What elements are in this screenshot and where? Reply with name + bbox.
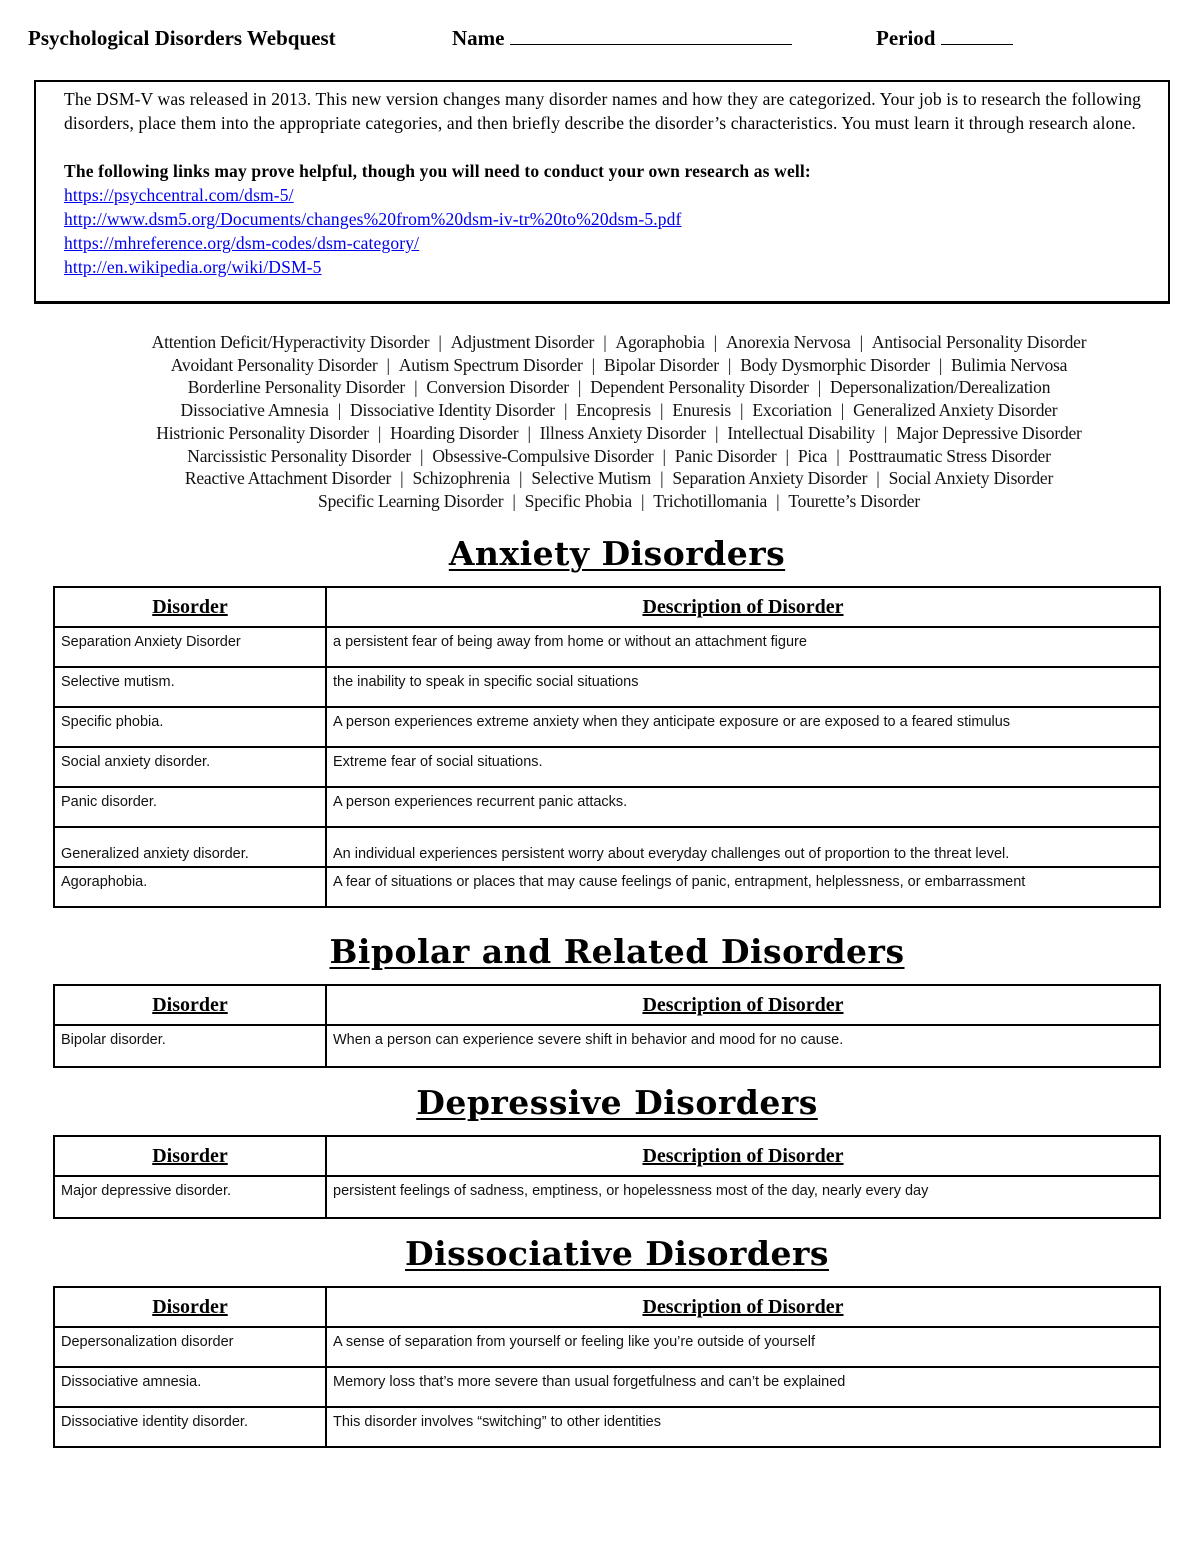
word-bank-term: Borderline Personality Disorder — [187, 377, 406, 398]
disorder-word-bank — [54, 331, 1184, 513]
disorder-description-cell[interactable]: Extreme fear of social situations. — [326, 747, 1160, 787]
disorder-name-cell[interactable]: Bipolar disorder. — [54, 1025, 326, 1067]
word-bank-term: Dissociative Amnesia — [180, 400, 329, 421]
word-bank-term: Generalized Anxiety Disorder — [853, 400, 1058, 421]
table-row — [54, 1025, 1160, 1067]
word-bank-line — [54, 399, 1184, 422]
separator: | — [438, 332, 442, 352]
resource-link[interactable]: https://psychcentral.com/dsm-5/ — [64, 185, 294, 205]
separator: | — [740, 400, 744, 421]
separator: | — [420, 445, 424, 466]
disorder-name-cell[interactable]: Selective mutism. — [54, 667, 326, 707]
name-label: Name — [452, 26, 505, 50]
word-bank-term: Body Dysmorphic Disorder — [740, 354, 930, 375]
table-row — [54, 827, 1160, 867]
word-bank-term: Adjustment Disorder — [450, 332, 595, 352]
disorder-name-cell[interactable]: Generalized anxiety disorder. — [54, 827, 326, 867]
disorder-name-cell[interactable]: Dissociative identity disorder. — [54, 1407, 326, 1447]
word-bank-term: Excoriation — [752, 400, 832, 421]
disorder-description-cell[interactable]: A fear of situations or places that may cause feelings of panic, entrapment, helplessness, or embarrassment — [326, 867, 1160, 907]
word-bank-term: Obsessive-Compulsive Disorder — [432, 445, 654, 466]
table-header-row — [54, 587, 1160, 627]
word-bank-term: Narcissistic Personality Disorder — [187, 445, 412, 466]
section-title: Bipolar and Related Disorders — [329, 932, 905, 971]
separator: | — [876, 468, 880, 489]
disorder-table — [53, 1286, 1161, 1448]
column-header-disorder: Disorder — [54, 1287, 326, 1327]
worksheet-title: Psychological Disorders Webquest — [28, 26, 336, 50]
column-header-description: Description of Disorder — [326, 1287, 1160, 1327]
word-bank-term: Avoidant Personality Disorder — [170, 354, 378, 375]
separator: | — [840, 400, 845, 421]
resource-link[interactable]: http://en.wikipedia.org/wiki/DSM-5 — [64, 257, 322, 277]
table-header-row — [54, 985, 1160, 1025]
word-bank-term: Selective Mutism — [531, 468, 652, 489]
resource-link[interactable]: https://mhreference.org/dsm-codes/dsm-category/ — [64, 233, 420, 253]
word-bank-line — [54, 331, 1184, 354]
word-bank-term: Separation Anxiety Disorder — [672, 468, 868, 489]
separator: | — [727, 354, 732, 375]
table-row — [54, 1176, 1160, 1218]
word-bank-term: Tourette’s Disorder — [788, 490, 920, 511]
disorder-description-cell[interactable]: persistent feelings of sadness, emptiness, or hopelessness most of the day, nearly every day — [326, 1176, 1160, 1218]
word-bank-term: Panic Disorder — [674, 445, 777, 466]
disorder-description-cell[interactable]: a persistent fear of being away from home or without an attachment figure — [326, 627, 1160, 667]
disorder-description-cell[interactable]: Memory loss that’s more severe than usual forgetfulness and can’t be explained — [326, 1367, 1160, 1407]
separator: | — [883, 422, 888, 443]
separator: | — [662, 445, 666, 466]
name-blank-line[interactable] — [510, 26, 792, 45]
period-field — [876, 26, 1013, 51]
disorder-name-cell[interactable]: Panic disorder. — [54, 787, 326, 827]
separator: | — [337, 400, 341, 421]
separator: | — [817, 377, 822, 398]
word-bank-term: Antisocial Personality Disorder — [871, 332, 1087, 352]
separator: | — [591, 354, 595, 375]
separator: | — [660, 468, 664, 489]
separator: | — [386, 354, 390, 375]
column-header-disorder: Disorder — [54, 985, 326, 1025]
section-title: Anxiety Disorders — [448, 534, 786, 573]
table-row — [54, 627, 1160, 667]
table-row — [54, 787, 1160, 827]
disorder-table — [53, 984, 1161, 1068]
word-bank-term: Social Anxiety Disorder — [888, 468, 1054, 489]
word-bank-term: Specific Phobia — [524, 490, 632, 511]
word-bank-line — [54, 354, 1184, 377]
disorder-description-cell[interactable]: An individual experiences persistent worry about everyday challenges out of proportion to the threat level. — [326, 827, 1160, 867]
column-header-description: Description of Disorder — [326, 985, 1160, 1025]
separator: | — [414, 377, 418, 398]
word-bank-term: Posttraumatic Stress Disorder — [848, 445, 1051, 466]
separator: | — [377, 422, 382, 443]
disorder-name-cell[interactable]: Social anxiety disorder. — [54, 747, 326, 787]
word-bank-line — [54, 422, 1184, 445]
disorder-name-cell[interactable]: Separation Anxiety Disorder — [54, 627, 326, 667]
word-bank-term: Encopresis — [576, 400, 652, 421]
disorder-table — [53, 586, 1161, 908]
disorder-description-cell[interactable]: the inability to speak in specific social situations — [326, 667, 1160, 707]
section-title: Depressive Disorders — [416, 1083, 818, 1122]
separator: | — [577, 377, 582, 398]
table-row — [54, 707, 1160, 747]
separator: | — [776, 490, 780, 511]
table-row — [54, 667, 1160, 707]
disorder-name-cell[interactable]: Agoraphobia. — [54, 867, 326, 907]
separator: | — [563, 400, 568, 421]
separator: | — [640, 490, 645, 511]
separator: | — [836, 445, 840, 466]
word-bank-term: Hoarding Disorder — [390, 422, 519, 443]
separator: | — [785, 445, 789, 466]
word-bank-term: Schizophrenia — [412, 468, 510, 489]
disorder-name-cell[interactable]: Depersonalization disorder — [54, 1327, 326, 1367]
section-title: Dissociative Disorders — [405, 1234, 829, 1273]
word-bank-term: Depersonalization/Derealization — [830, 377, 1051, 398]
word-bank-term: Specific Learning Disorder — [318, 490, 504, 511]
disorder-description-cell[interactable]: A sense of separation from yourself or feeling like you’re outside of yourself — [326, 1327, 1160, 1367]
word-bank-term: Trichotillomania — [653, 490, 768, 511]
word-bank-term: Conversion Disorder — [426, 377, 569, 398]
period-label: Period — [876, 26, 936, 50]
word-bank-term: Intellectual Disability — [727, 422, 875, 443]
column-header-description: Description of Disorder — [326, 587, 1160, 627]
column-header-disorder: Disorder — [54, 1136, 326, 1176]
separator: | — [400, 468, 404, 489]
table-header-row — [54, 1287, 1160, 1327]
period-blank-line[interactable] — [941, 26, 1013, 45]
word-bank-line — [54, 467, 1184, 490]
word-bank-line — [54, 445, 1184, 468]
word-bank-term: Dependent Personality Disorder — [590, 377, 809, 398]
word-bank-term: Pica — [797, 445, 828, 466]
column-header-disorder: Disorder — [54, 587, 326, 627]
separator: | — [660, 400, 664, 421]
separator: | — [519, 468, 523, 489]
separator: | — [603, 332, 607, 352]
helpful-links-heading: The following links may prove helpful, though you will need to conduct your own research as well: — [64, 161, 811, 181]
table-row — [54, 1327, 1160, 1367]
disorder-name-cell[interactable]: Dissociative amnesia. — [54, 1367, 326, 1407]
disorder-description-cell[interactable]: A person experiences extreme anxiety when they anticipate exposure or are exposed to a feared stimulus — [326, 707, 1160, 747]
word-bank-term: Reactive Attachment Disorder — [184, 468, 392, 489]
column-header-description: Description of Disorder — [326, 1136, 1160, 1176]
word-bank-term: Illness Anxiety Disorder — [539, 422, 707, 443]
word-bank-term: Agoraphobia — [615, 332, 705, 352]
table-row — [54, 747, 1160, 787]
word-bank-line — [54, 490, 1184, 513]
table-header-row — [54, 1136, 1160, 1176]
word-bank-term: Anorexia Nervosa — [725, 332, 851, 352]
word-bank-line — [54, 376, 1184, 399]
disorder-description-cell[interactable]: When a person can experience severe shift in behavior and mood for no cause. — [326, 1025, 1160, 1067]
table-row — [54, 867, 1160, 907]
disorder-description-cell[interactable]: A person experiences recurrent panic attacks. — [326, 787, 1160, 827]
separator: | — [713, 332, 717, 352]
separator: | — [512, 490, 516, 511]
disorder-name-cell[interactable]: Major depressive disorder. — [54, 1176, 326, 1218]
worksheet-header — [28, 26, 1178, 56]
table-row — [54, 1367, 1160, 1407]
word-bank-term: Major Depressive Disorder — [896, 422, 1082, 443]
separator: | — [859, 332, 863, 352]
table-row — [54, 1407, 1160, 1447]
word-bank-term: Attention Deficit/Hyperactivity Disorder — [151, 332, 430, 352]
disorder-description-cell[interactable]: This disorder involves “switching” to other identities — [326, 1407, 1160, 1447]
word-bank-term: Bulimia Nervosa — [951, 354, 1068, 375]
instructions-paragraph: The DSM-V was released in 2013. This new version changes many disorder names and how they are categorized. Your job is to research the following disorders, place them into the appropriate categories, and then briefly describe the disorder’s characteristics. You must learn it through research alone. — [64, 89, 1142, 133]
disorder-table — [53, 1135, 1161, 1219]
separator: | — [938, 354, 943, 375]
word-bank-term: Enuresis — [672, 400, 732, 421]
name-field — [452, 26, 792, 51]
word-bank-term: Histrionic Personality Disorder — [156, 422, 369, 443]
word-bank-term: Dissociative Identity Disorder — [350, 400, 555, 421]
instructions-box — [34, 80, 1170, 304]
word-bank-term: Bipolar Disorder — [603, 354, 719, 375]
word-bank-term: Autism Spectrum Disorder — [398, 354, 583, 375]
disorder-name-cell[interactable]: Specific phobia. — [54, 707, 326, 747]
separator: | — [715, 422, 719, 443]
resource-link[interactable]: http://www.dsm5.org/Documents/changes%20from%20dsm-iv-tr%20to%20dsm-5.pdf — [64, 209, 682, 229]
separator: | — [527, 422, 531, 443]
